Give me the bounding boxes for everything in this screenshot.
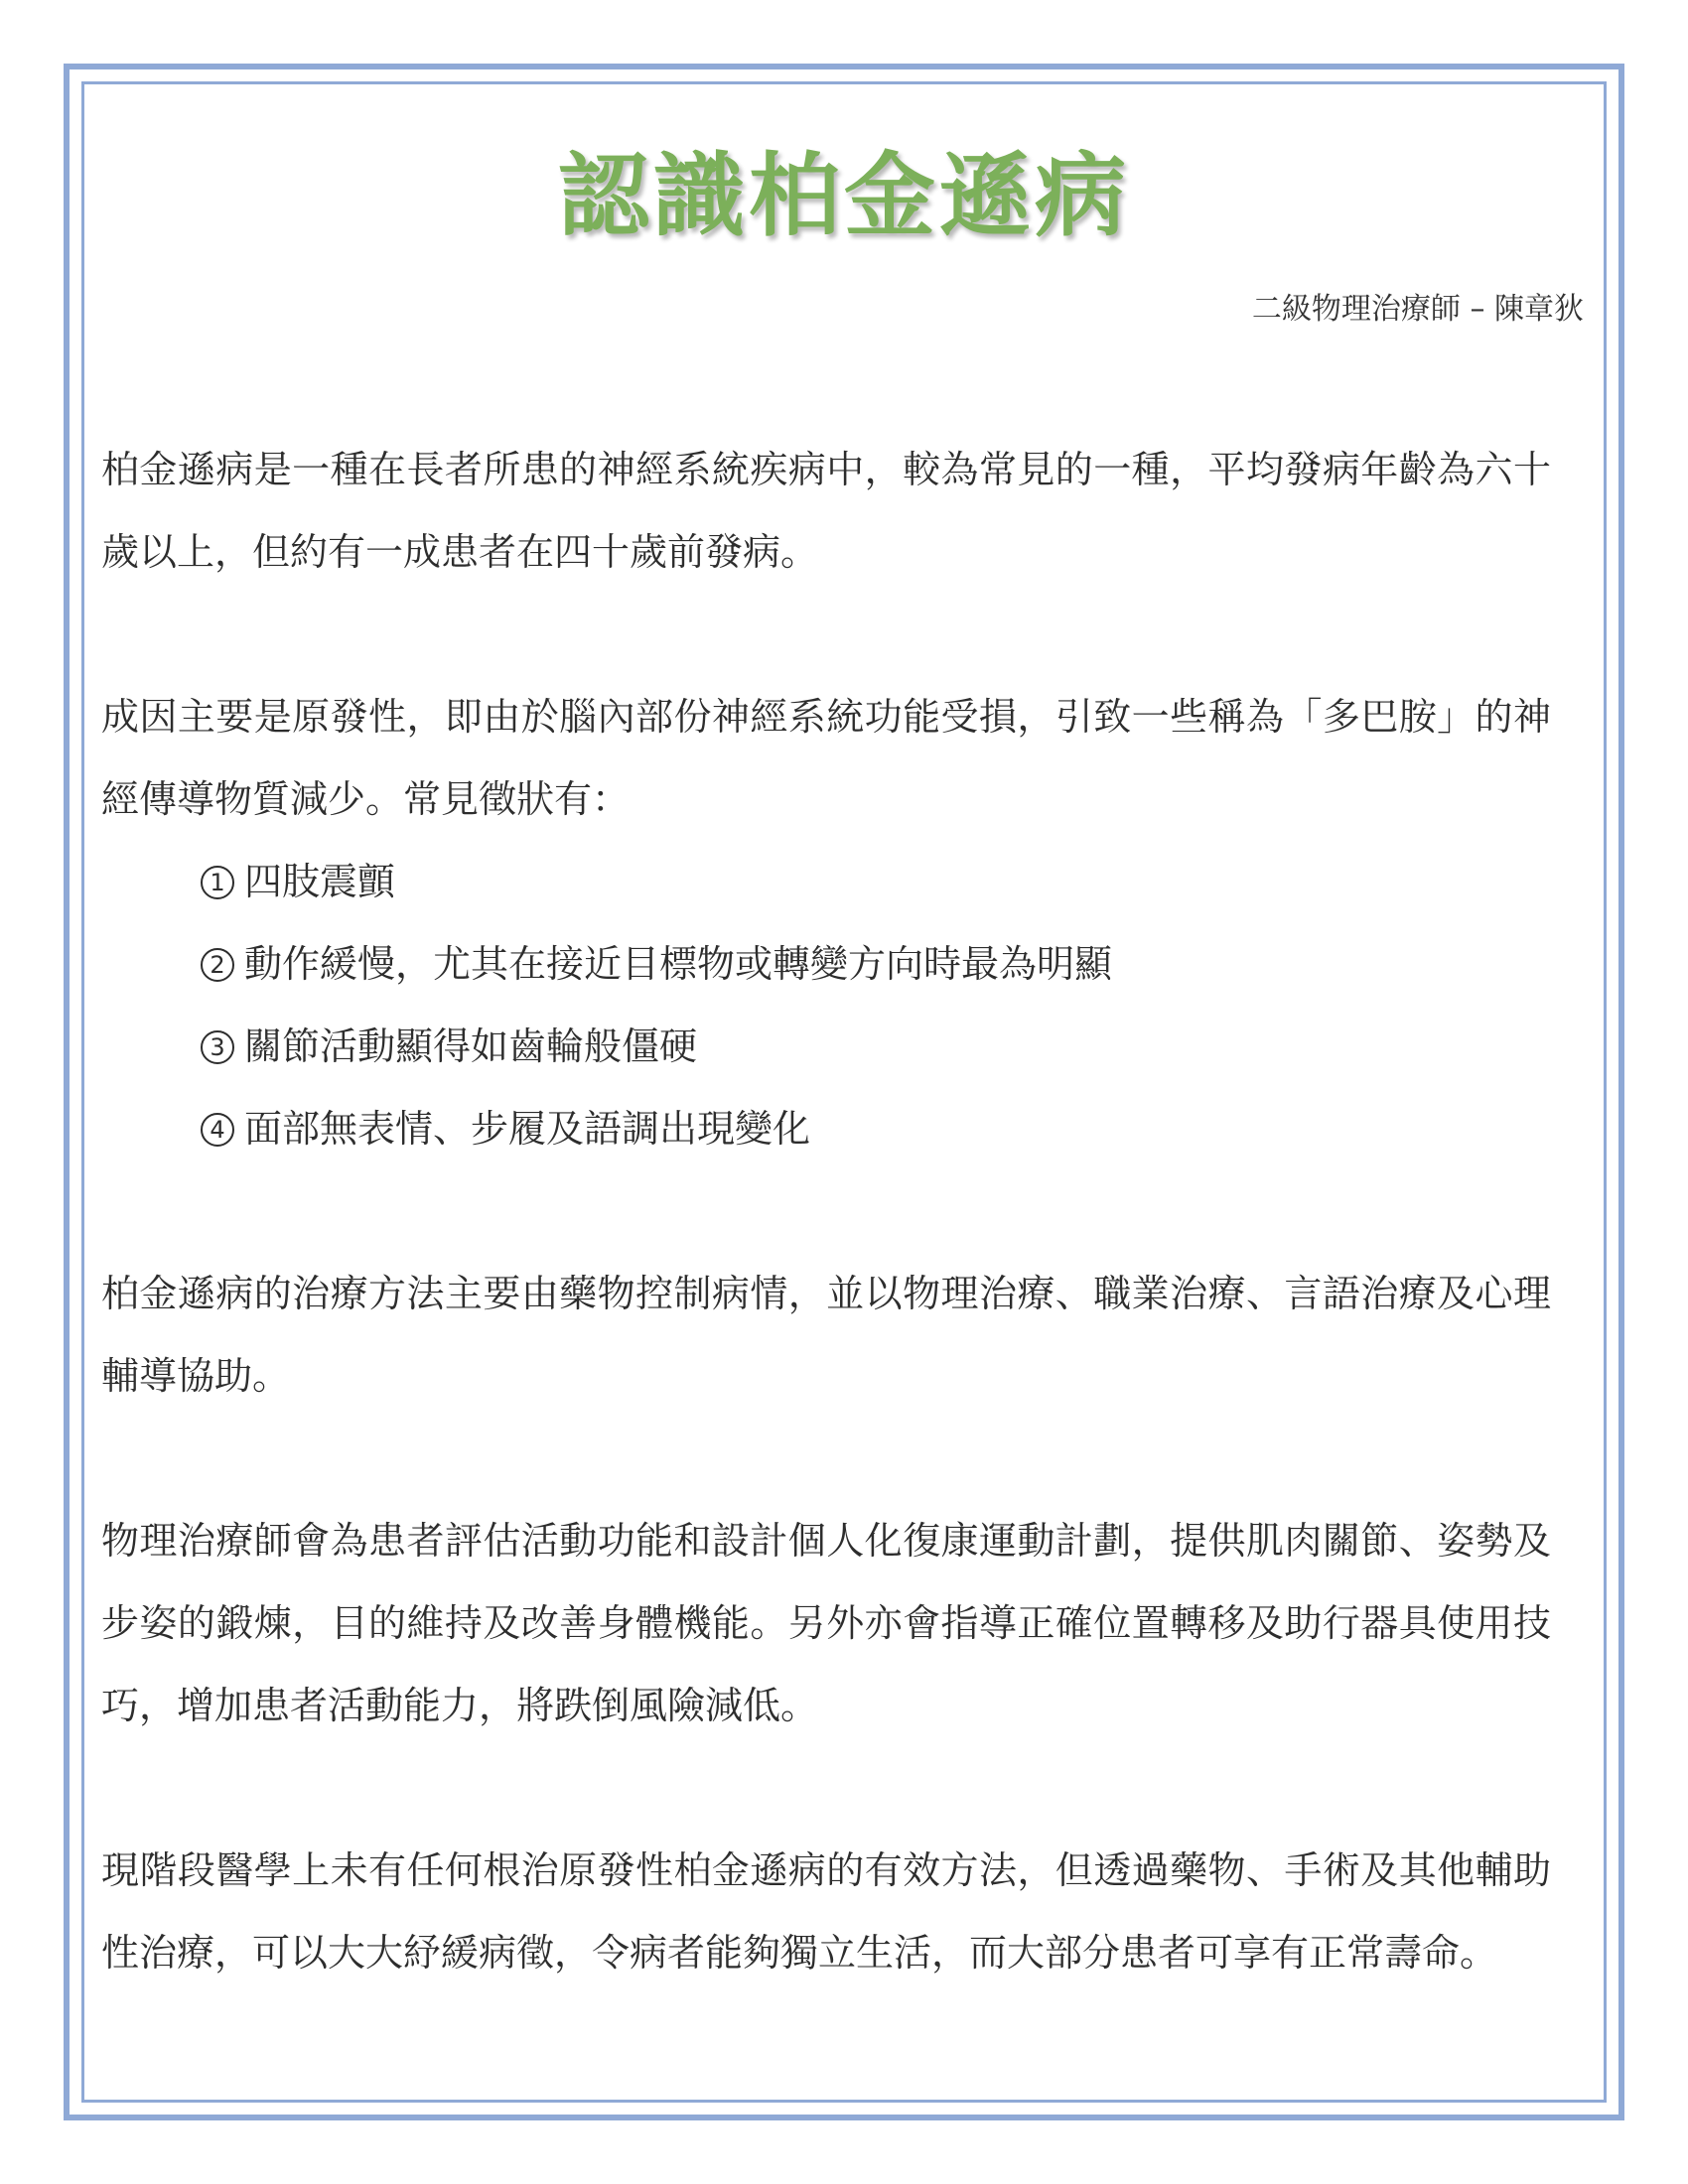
paragraph-intro: 柏金遜病是一種在長者所患的神經系統疾病中，較為常見的一種，平均發病年齡為六十歲以上，但約有一成患者在四十歲前發病。	[101, 448, 1551, 574]
symptom-text: 四肢震顫	[244, 860, 396, 903]
symptom-list	[101, 841, 1551, 1170]
paragraph-spacer	[101, 1170, 1551, 1253]
paragraph-spacer	[101, 1747, 1551, 1830]
symptom-item	[201, 1006, 1551, 1088]
article-body	[101, 429, 1551, 1994]
paragraph-spacer	[101, 1418, 1551, 1500]
symptom-text: 動作緩慢，尤其在接近目標物或轉變方向時最為明顯	[244, 942, 1113, 986]
symptom-text: 關節活動顯得如齒輪般僵硬	[244, 1024, 698, 1068]
symptom-item	[201, 923, 1551, 1006]
circled-number-icon: 3	[201, 1030, 234, 1064]
paragraph-cause: 成因主要是原發性，即由於腦內部份神經系統功能受損，引致一些稱為「多巴胺」的神經傳導物質減少。常見徵狀有：	[101, 695, 1551, 821]
circled-number-icon: 4	[201, 1113, 234, 1147]
paragraph-physio: 物理治療師會為患者評估活動功能和設計個人化復康運動計劃，提供肌肉關節、姿勢及步姿的鍛煉，目的維持及改善身體機能。另外亦會指導正確位置轉移及助行器具使用技巧，增加患者活動能力，將跌倒風險減低。	[101, 1519, 1551, 1727]
paragraph-outlook: 現階段醫學上未有任何根治原發性柏金遜病的有效方法，但透過藥物、手術及其他輔助性治療，可以大大紓緩病徵，令病者能夠獨立生活，而大部分患者可享有正常壽命。	[101, 1848, 1551, 1975]
circled-number-icon: 2	[201, 948, 234, 982]
author-credit: 二級物理治療師 – 陳章狄	[1251, 292, 1584, 327]
symptom-item	[201, 1088, 1551, 1170]
page-title: 認識柏金遜病	[557, 143, 1130, 249]
symptom-item	[201, 841, 1551, 923]
symptom-text: 面部無表情、步履及語調出現變化	[244, 1107, 811, 1151]
paragraph-treatment: 柏金遜病的治療方法主要由藥物控制病情，並以物理治療、職業治療、言語治療及心理輔導協助。	[101, 1272, 1551, 1398]
paragraph-spacer	[101, 594, 1551, 676]
circled-number-icon: 1	[201, 866, 234, 899]
